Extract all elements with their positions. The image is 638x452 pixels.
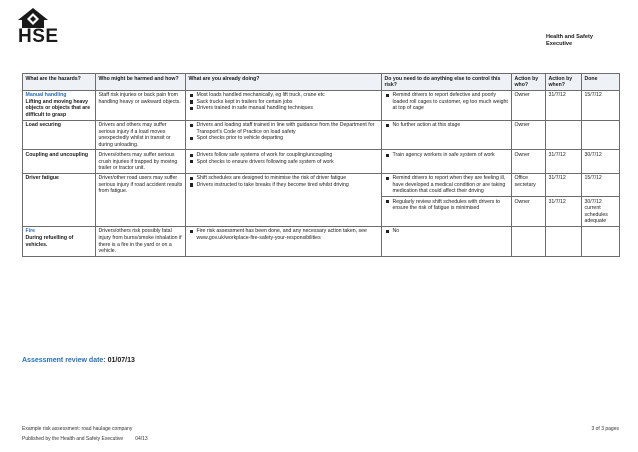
table-header-row bbox=[23, 74, 620, 91]
list-item: No bbox=[385, 228, 509, 235]
hazard-category: Manual handling bbox=[25, 92, 67, 99]
list-item: Fire risk assessment has been done, and any necessary action taken, see www.gov.uk/workplace-fire-safety-your-responsibilities bbox=[189, 228, 379, 241]
hazard-cell bbox=[23, 120, 96, 150]
else-cell bbox=[382, 197, 512, 227]
list-item: Drivers and loading staff trained in line with guidance from the Department for Transport's Code of Practice on load safety bbox=[189, 122, 379, 135]
page-count: 3 of 3 pages bbox=[591, 426, 619, 432]
action-when-cell: 31/7/12 bbox=[546, 173, 582, 196]
list-item: Sack trucks kept in trailers for certain jobs bbox=[189, 99, 379, 106]
who-cell: Drivers/others may suffer serious crush injuries if trapped by moving trailer or tractor unit. bbox=[96, 150, 186, 173]
done-cell bbox=[582, 120, 620, 150]
list-item: Drivers trained in safe manual handling techniques bbox=[189, 105, 379, 112]
footer-title: Example risk assessment: road haulage company bbox=[22, 426, 133, 432]
list-item: Remind drivers to report defective and poorly loaded roll cages to customer, eg too much weight at top of cage bbox=[385, 92, 509, 112]
hazard-cell bbox=[23, 90, 96, 120]
hse-logo bbox=[18, 8, 68, 46]
hazard-cell bbox=[23, 150, 96, 173]
action-who-cell: Owner bbox=[512, 197, 546, 227]
table-row bbox=[23, 226, 620, 256]
table-row bbox=[23, 173, 620, 196]
table-row bbox=[23, 90, 620, 120]
organisation-name: Health and Safety Executive bbox=[546, 34, 593, 47]
done-cell: 30/7/12 current schedules adequate bbox=[582, 197, 620, 227]
action-who-cell: Owner bbox=[512, 120, 546, 150]
hazard-cell bbox=[23, 226, 96, 256]
action-who-cell bbox=[512, 226, 546, 256]
list-item: Drivers instructed to take breaks if they become tired whilst driving bbox=[189, 182, 379, 189]
assessment-review-date bbox=[22, 357, 135, 364]
column-header-done: Done bbox=[582, 74, 620, 91]
review-label: Assessment review date: bbox=[22, 357, 106, 364]
else-cell bbox=[382, 173, 512, 196]
column-header-doing: What are you already doing? bbox=[186, 74, 382, 91]
list-item: Train agency workers in safe system of work bbox=[385, 152, 509, 159]
risk-assessment-table bbox=[22, 73, 620, 257]
list-item: Remind drivers to report when they are feeling ill, have developed a medical condition or are taking medication that could affect their driving bbox=[385, 175, 509, 195]
column-header-who: Who might be harmed and how? bbox=[96, 74, 186, 91]
list-item: Most loads handled mechanically, eg lift truck, crane etc bbox=[189, 92, 379, 99]
doing-cell bbox=[186, 90, 382, 120]
who-cell: Driver/other road users may suffer serious injury if road accident results from fatigue. bbox=[96, 173, 186, 226]
list-item: Drivers follow safe systems of work for coupling/uncoupling bbox=[189, 152, 379, 159]
table-row bbox=[23, 120, 620, 150]
done-cell bbox=[582, 226, 620, 256]
doing-cell bbox=[186, 226, 382, 256]
hazard-name: Driver fatigue bbox=[25, 175, 59, 182]
column-header-else: Do you need to do anything else to control this risk? bbox=[382, 74, 512, 91]
hazard-cell bbox=[23, 173, 96, 226]
else-cell bbox=[382, 120, 512, 150]
done-cell: 30/7/12 bbox=[582, 150, 620, 173]
column-header-hazards: What are the hazards? bbox=[23, 74, 96, 91]
action-when-cell: 31/7/12 bbox=[546, 90, 582, 120]
list-item: Spot checks prior to vehicle departing bbox=[189, 135, 379, 142]
action-when-cell bbox=[546, 120, 582, 150]
list-item: Shift schedules are designed to minimise the risk of driver fatigue bbox=[189, 175, 379, 182]
column-header-action-when: Action by when? bbox=[546, 74, 582, 91]
doing-cell bbox=[186, 150, 382, 173]
table-row bbox=[23, 150, 620, 173]
done-cell: 15/7/12 bbox=[582, 90, 620, 120]
list-item: Regularly review shift schedules with drivers to ensure the risk of fatigue is minimised bbox=[385, 199, 509, 212]
else-cell bbox=[382, 150, 512, 173]
hazard-category: Fire bbox=[25, 228, 36, 235]
action-when-cell: 31/7/12 bbox=[546, 197, 582, 227]
logo-text: HSE bbox=[18, 26, 59, 47]
column-header-action-who: Action by who? bbox=[512, 74, 546, 91]
list-item: Spot checks to ensure drivers following safe system of work bbox=[189, 159, 379, 166]
review-date: 01/07/13 bbox=[107, 357, 135, 364]
else-cell bbox=[382, 226, 512, 256]
list-item: No further action at this stage bbox=[385, 122, 509, 129]
hse-emblem-icon bbox=[18, 8, 48, 28]
else-cell bbox=[382, 90, 512, 120]
doing-cell bbox=[186, 120, 382, 150]
who-cell: Drivers and others may suffer serious injury if a load moves unexpectedly whilst in transit or during unloading. bbox=[96, 120, 186, 150]
footer bbox=[22, 424, 148, 444]
action-when-cell: 31/7/12 bbox=[546, 150, 582, 173]
who-cell: Staff risk injuries or back pain from handling heavy or awkward objects. bbox=[96, 90, 186, 120]
done-cell: 15/7/12 bbox=[582, 173, 620, 196]
hazard-name: During refuelling of vehicles. bbox=[25, 234, 74, 248]
action-when-cell bbox=[546, 226, 582, 256]
hazard-name: Coupling and uncoupling bbox=[25, 151, 89, 158]
hazard-name: Lifting and moving heavy objects or objects that are difficult to grasp bbox=[25, 98, 91, 118]
who-cell: Drivers/others risk possibly fatal injury from burns/smoke inhalation if there is a fire in the yard or on a vehicle. bbox=[96, 226, 186, 256]
action-who-cell: Office secretary bbox=[512, 173, 546, 196]
doing-cell bbox=[186, 173, 382, 226]
action-who-cell: Owner bbox=[512, 90, 546, 120]
action-who-cell: Owner bbox=[512, 150, 546, 173]
hazard-name: Load securing bbox=[25, 122, 61, 129]
footer-publisher: Published by the Health and Safety Executive 04/13 bbox=[22, 436, 148, 442]
